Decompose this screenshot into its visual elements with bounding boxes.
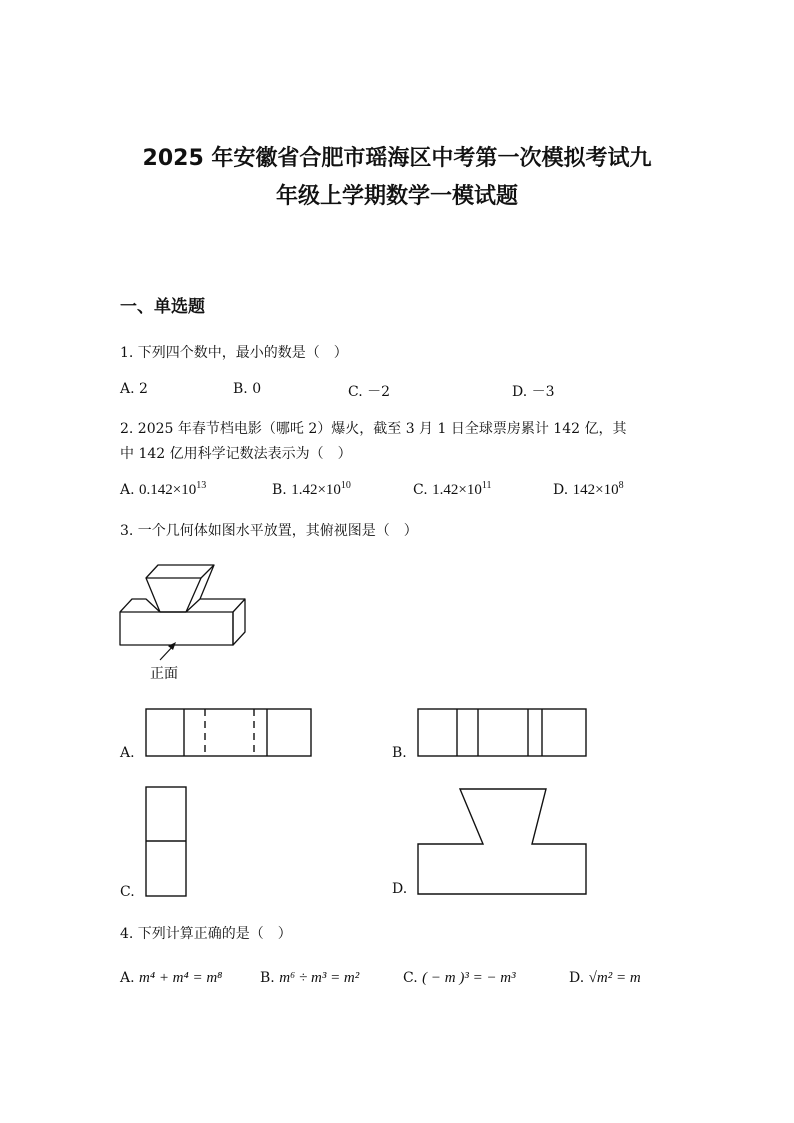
option-label: B. <box>272 482 287 498</box>
front-label: 正面 <box>150 666 178 682</box>
q3-stem: 3. 一个几何体如图水平放置，其俯视图是（ ） <box>120 523 418 539</box>
times-sign: × <box>595 482 604 498</box>
option-label: C. <box>413 482 428 498</box>
right-face <box>233 599 245 645</box>
q2-stem-line-1: 2. 2025 年春节档电影（哪吒 2）爆火，截至 3 月 1 日全球票房累计 142 亿，其 <box>120 421 627 437</box>
q4-stem: 4. 下列计算正确的是（ ） <box>120 926 292 942</box>
arrow-head <box>168 642 176 650</box>
option-expression: m⁶ ÷ m³ = m² <box>279 970 360 986</box>
title-line-1: 2025 年安徽省合肥市瑶海区中考第一次模拟考试九 <box>142 146 652 171</box>
q3-option-a-label: A. <box>120 745 135 761</box>
page-title <box>90 140 704 216</box>
option-label: D. <box>553 482 569 498</box>
q4-option-a <box>120 970 222 987</box>
option-expression: ( − m )³ = − m³ <box>422 970 516 986</box>
q3-option-b-label: B. <box>392 745 407 761</box>
q1-option-c: C. －2 <box>348 384 391 400</box>
q1-option-a: A. 2 <box>120 381 148 397</box>
top-outline <box>120 599 245 612</box>
mantissa: 1.42 <box>291 482 318 498</box>
option-label: C. <box>403 970 418 986</box>
q2-stem-line-2: 中 142 亿用科学记数法表示为（ ） <box>120 446 352 462</box>
power-base: 10 <box>181 482 197 498</box>
power-base: 10 <box>603 482 619 498</box>
q3-option-d-label: D. <box>392 881 408 897</box>
times-sign: × <box>317 482 326 498</box>
option-expression: m⁴ + m⁴ = m⁸ <box>139 970 223 986</box>
q1-stem: 1. 下列四个数中，最小的数是（ ） <box>120 345 348 361</box>
q4-option-c <box>403 970 516 987</box>
title-line-2: 年级上学期数学一模试题 <box>275 184 518 209</box>
times-sign: × <box>172 482 182 498</box>
option-label: A. <box>120 482 135 498</box>
exponent: 13 <box>196 480 207 491</box>
q4-option-b <box>260 970 359 987</box>
mantissa: 142 <box>572 482 596 498</box>
option-label: B. <box>260 970 275 986</box>
q2-option-a <box>120 480 206 499</box>
option-label: A. <box>120 970 135 986</box>
q3-option-c-label: C. <box>120 884 135 900</box>
exponent: 11 <box>481 480 492 491</box>
option-label: D. <box>569 970 585 986</box>
q1-option-d: D. －3 <box>512 384 555 400</box>
exponent: 10 <box>340 480 351 491</box>
q2-option-d <box>553 480 624 499</box>
q2-option-b <box>272 480 351 499</box>
power-base: 10 <box>325 482 341 498</box>
times-sign: × <box>458 482 467 498</box>
q3-option-b-figure <box>412 700 592 766</box>
power-base: 10 <box>466 482 482 498</box>
q1-option-b: B. 0 <box>233 381 262 397</box>
q3-option-d-figure <box>412 780 592 902</box>
front-face <box>120 612 233 645</box>
q4-option-d <box>569 970 641 987</box>
mantissa: 0.142 <box>139 482 173 498</box>
solid-figure <box>110 556 280 686</box>
option-expression: √m² = m <box>588 970 641 986</box>
q3-option-c-figure <box>140 780 192 902</box>
neck-right-edge <box>200 565 214 599</box>
q3-option-a-figure <box>140 700 320 766</box>
mantissa: 1.42 <box>432 482 459 498</box>
q2-option-c <box>413 480 491 499</box>
exponent: 8 <box>618 480 624 491</box>
section-heading: 一、单选题 <box>120 297 205 317</box>
neck-top <box>146 565 214 578</box>
